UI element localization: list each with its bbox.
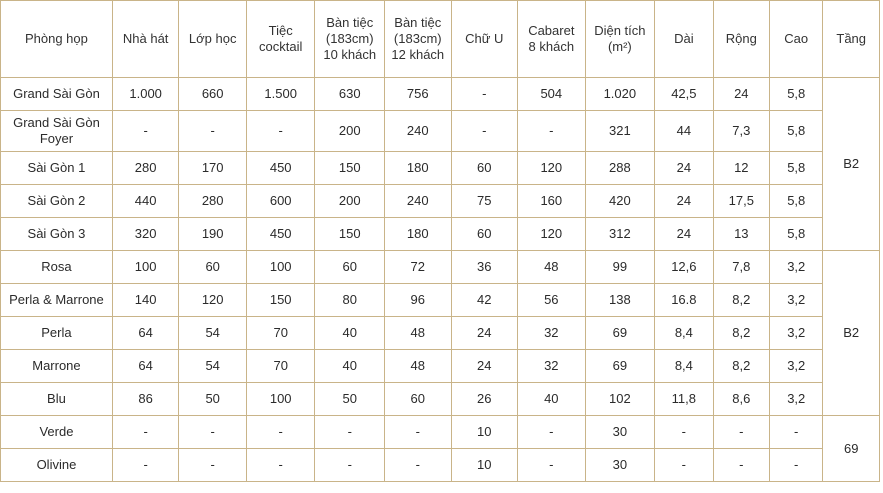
table-cell: 8,6 (713, 383, 769, 416)
table-cell: 60 (451, 218, 518, 251)
header-area: Diện tích (m²) (585, 1, 655, 78)
table-row (1, 218, 880, 251)
table-cell: 321 (585, 111, 655, 152)
table-cell: 17,5 (713, 185, 769, 218)
table-cell: 320 (112, 218, 179, 251)
table-row (1, 185, 880, 218)
table-cell: 26 (451, 383, 518, 416)
table-cell: 3,2 (770, 251, 823, 284)
table-cell: 240 (385, 185, 452, 218)
table-cell: - (518, 416, 586, 449)
header-length: Dài (655, 1, 713, 78)
table-cell: 12 (713, 152, 769, 185)
table-cell: 1.000 (112, 78, 179, 111)
table-cell: 8,2 (713, 284, 769, 317)
table-row (1, 78, 880, 111)
room-name-cell: Verde (1, 416, 113, 449)
table-cell: 1.500 (246, 78, 315, 111)
table-cell: 11,8 (655, 383, 713, 416)
table-cell: 24 (451, 317, 518, 350)
table-cell: 504 (518, 78, 586, 111)
table-cell: - (315, 449, 385, 482)
table-cell: 150 (246, 284, 315, 317)
table-cell: 756 (385, 78, 452, 111)
table-cell: 100 (112, 251, 179, 284)
table-cell: - (246, 111, 315, 152)
room-name-cell: Marrone (1, 350, 113, 383)
table-cell: 24 (451, 350, 518, 383)
table-cell: 30 (585, 449, 655, 482)
table-cell: 48 (518, 251, 586, 284)
table-cell: - (451, 78, 518, 111)
table-cell: 50 (179, 383, 247, 416)
table-cell: 69 (585, 350, 655, 383)
table-cell: 40 (518, 383, 586, 416)
table-cell: 440 (112, 185, 179, 218)
table-cell: 60 (385, 383, 452, 416)
floor-cell: 69 (823, 416, 880, 482)
header-classroom: Lớp học (179, 1, 247, 78)
table-cell: 75 (451, 185, 518, 218)
table-cell: 8,2 (713, 350, 769, 383)
table-row (1, 284, 880, 317)
table-cell: 240 (385, 111, 452, 152)
table-cell: 60 (179, 251, 247, 284)
table-cell: 5,8 (770, 185, 823, 218)
table-cell: 120 (518, 218, 586, 251)
table-cell: 48 (385, 350, 452, 383)
table-cell: - (518, 111, 586, 152)
header-cabaret: Cabaret 8 khách (518, 1, 586, 78)
room-name-cell: Perla & Marrone (1, 284, 113, 317)
room-name-cell: Blu (1, 383, 113, 416)
table-cell: 8,4 (655, 350, 713, 383)
table-cell: 32 (518, 317, 586, 350)
header-u-shape: Chữ U (451, 1, 518, 78)
table-cell: 5,8 (770, 78, 823, 111)
table-cell: 36 (451, 251, 518, 284)
table-cell: 100 (246, 383, 315, 416)
table-cell: 12,6 (655, 251, 713, 284)
table-row (1, 350, 880, 383)
table-cell: 60 (451, 152, 518, 185)
table-cell: 10 (451, 449, 518, 482)
header-banquet-10: Bàn tiệc (183cm) 10 khách (315, 1, 385, 78)
table-cell: 54 (179, 350, 247, 383)
table-cell: 630 (315, 78, 385, 111)
table-cell: - (655, 449, 713, 482)
table-cell: 280 (179, 185, 247, 218)
table-cell: 102 (585, 383, 655, 416)
table-cell: 16.8 (655, 284, 713, 317)
room-name-cell: Sài Gòn 2 (1, 185, 113, 218)
header-banquet-12: Bàn tiệc (183cm) 12 khách (385, 1, 452, 78)
table-cell: 8,2 (713, 317, 769, 350)
table-cell: 7,3 (713, 111, 769, 152)
table-cell: 24 (655, 218, 713, 251)
header-width: Rộng (713, 1, 769, 78)
table-cell: 50 (315, 383, 385, 416)
table-cell: 5,8 (770, 152, 823, 185)
table-cell: - (315, 416, 385, 449)
table-cell: - (385, 449, 452, 482)
table-cell: 99 (585, 251, 655, 284)
floor-cell: B2 (823, 78, 880, 251)
room-name-cell: Grand Sài Gòn Foyer (1, 111, 113, 152)
table-cell: 10 (451, 416, 518, 449)
table-row (1, 111, 880, 152)
table-cell: 100 (246, 251, 315, 284)
table-cell: 190 (179, 218, 247, 251)
table-cell: 5,8 (770, 111, 823, 152)
table-cell: 200 (315, 111, 385, 152)
table-cell: - (112, 111, 179, 152)
header-cocktail: Tiệc cocktail (246, 1, 315, 78)
table-cell: 42 (451, 284, 518, 317)
table-cell: 150 (315, 218, 385, 251)
floor-cell: B2 (823, 251, 880, 416)
table-cell: 600 (246, 185, 315, 218)
table-cell: 180 (385, 152, 452, 185)
table-row (1, 251, 880, 284)
table-cell: - (713, 449, 769, 482)
table-cell: 24 (655, 152, 713, 185)
table-row (1, 152, 880, 185)
table-cell: 160 (518, 185, 586, 218)
table-cell: 40 (315, 350, 385, 383)
room-name-cell: Grand Sài Gòn (1, 78, 113, 111)
table-cell: 56 (518, 284, 586, 317)
header-row (1, 1, 880, 78)
room-name-cell: Sài Gòn 3 (1, 218, 113, 251)
table-cell: - (451, 111, 518, 152)
table-cell: 7,8 (713, 251, 769, 284)
table-cell: - (112, 416, 179, 449)
room-name-cell: Rosa (1, 251, 113, 284)
table-row (1, 383, 880, 416)
table-cell: 280 (112, 152, 179, 185)
table-cell: - (179, 449, 247, 482)
table-row (1, 416, 880, 449)
table-cell: - (518, 449, 586, 482)
table-cell: 170 (179, 152, 247, 185)
table-cell: 200 (315, 185, 385, 218)
table-cell: 5,8 (770, 218, 823, 251)
table-cell: 42,5 (655, 78, 713, 111)
table-cell: 32 (518, 350, 586, 383)
table-cell: 80 (315, 284, 385, 317)
table-cell: 3,2 (770, 350, 823, 383)
table-cell: 86 (112, 383, 179, 416)
room-name-cell: Perla (1, 317, 113, 350)
table-cell: 120 (518, 152, 586, 185)
table-body (1, 78, 880, 482)
table-cell: 70 (246, 350, 315, 383)
table-cell: 3,2 (770, 317, 823, 350)
table-cell: 13 (713, 218, 769, 251)
table-cell: 54 (179, 317, 247, 350)
table-cell: 140 (112, 284, 179, 317)
table-cell: 24 (713, 78, 769, 111)
table-cell: 288 (585, 152, 655, 185)
table-cell: 30 (585, 416, 655, 449)
table-cell: 70 (246, 317, 315, 350)
table-cell: 150 (315, 152, 385, 185)
room-name-cell: Sài Gòn 1 (1, 152, 113, 185)
table-cell: 96 (385, 284, 452, 317)
table-cell: 60 (315, 251, 385, 284)
room-name-cell: Olivine (1, 449, 113, 482)
table-cell: 120 (179, 284, 247, 317)
table-cell: 312 (585, 218, 655, 251)
header-floor: Tầng (823, 1, 880, 78)
table-cell: 450 (246, 152, 315, 185)
table-row (1, 449, 880, 482)
table-row (1, 317, 880, 350)
table-cell: 48 (385, 317, 452, 350)
table-cell: - (246, 449, 315, 482)
table-cell: 64 (112, 317, 179, 350)
table-cell: - (112, 449, 179, 482)
table-cell: 450 (246, 218, 315, 251)
table-cell: 8,4 (655, 317, 713, 350)
table-cell: - (246, 416, 315, 449)
table-cell: 3,2 (770, 383, 823, 416)
table-cell: 420 (585, 185, 655, 218)
table-cell: - (179, 416, 247, 449)
table-cell: 64 (112, 350, 179, 383)
table-cell: - (179, 111, 247, 152)
table-cell: 44 (655, 111, 713, 152)
table-cell: 69 (585, 317, 655, 350)
table-cell: 1.020 (585, 78, 655, 111)
table-cell: 138 (585, 284, 655, 317)
table-cell: 3,2 (770, 284, 823, 317)
header-height: Cao (770, 1, 823, 78)
table-cell: - (655, 416, 713, 449)
header-room: Phòng họp (1, 1, 113, 78)
header-theater: Nhà hát (112, 1, 179, 78)
table-cell: 660 (179, 78, 247, 111)
table-cell: 40 (315, 317, 385, 350)
table-cell: - (713, 416, 769, 449)
table-cell: - (770, 416, 823, 449)
table-cell: 24 (655, 185, 713, 218)
table-cell: 180 (385, 218, 452, 251)
table-cell: 72 (385, 251, 452, 284)
table-cell: - (770, 449, 823, 482)
table-cell: - (385, 416, 452, 449)
